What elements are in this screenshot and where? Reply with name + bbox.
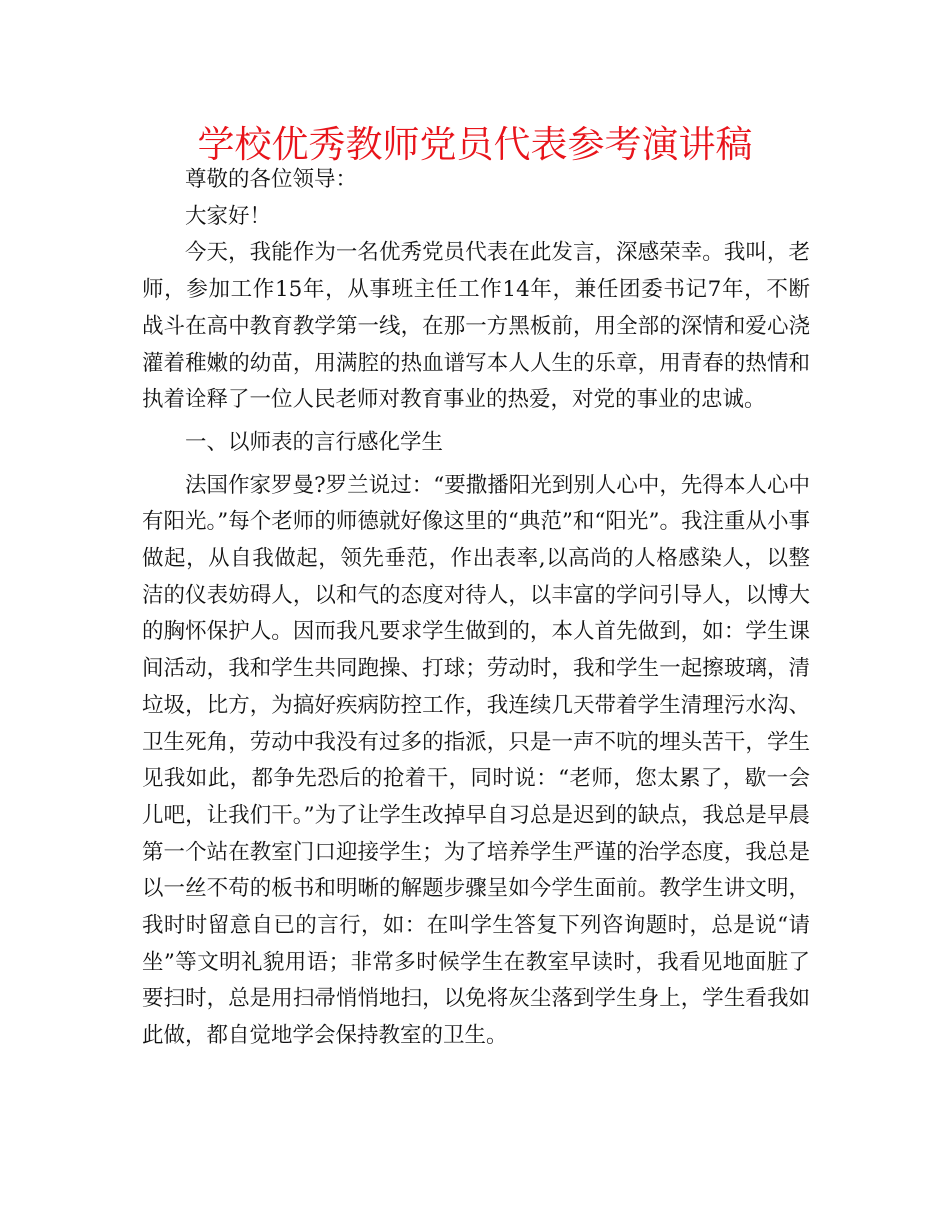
document-title: 学校优秀教师党员代表参考演讲稿: [197, 123, 753, 166]
section-heading-1: 一、以师表的言行感化学生: [185, 429, 444, 455]
salutation-paragraph: 尊敬的各位领导：: [185, 167, 358, 192]
intro-paragraph: 今天，我能作为一名优秀党员代表在此发言，深感荣幸。我叫，老师，参加工作15年，从事班主任工作14年，兼任团委书记7年，不断战斗在高中教育教学第一线，在那一方黑板前，用全部的深情和爱心浇灌着稚嫩的幼苗，用满腔的热血谱写本人人生的乐章，用青春的热情和执着诠释了一位人民老师对教育事业的热爱，对党的事业的忠诚。: [142, 240, 810, 413]
section-1-paragraph: 法国作家罗曼?罗兰说过：“要撒播阳光到别人心中，先得本人心中有阳光。”每个老师的师德就好像这里的“典范”和“阳光”。我注重从小事做起，从自我做起，领先垂范，作出表率,以高尚的人格感染人，以整洁的仪表妨碍人，以和气的态度对待人，以丰富的学问引导人，以博大的胸怀保护人。因而我凡要求学生做到的，本人首先做到，如：学生课间活动，我和学生共同跑操、打球；劳动时，我和学生一起擦玻璃，清垃圾，比方，为搞好疾病防控工作，我连续几天带着学生清理污水沟、卫生死角，劳动中我没有过多的指派，只是一声不吭的埋头苦干，学生见我如此，都争先恐后的抢着干，同时说：“老师，您太累了，歇一会儿吧，让我们干。”为了让学生改掉早自习总是迟到的缺点，我总是早晨第一个站在教室门口迎接学生；为了培养学生严谨的治学态度，我总是以一丝不苟的板书和明晰的解题步骤呈如今学生面前。教学生讲文明，我时时留意自已的言行，如：在叫学生答复下列咨询题时，总是说“请坐”等文明礼貌用语；非常多时候学生在教室早读时，我看见地面脏了要扫时，总是用扫帚悄悄地扫，以免将灰尘落到学生身上，学生看我如此做，都自觉地学会保持教室的卫生。: [142, 472, 810, 1049]
greeting-paragraph: 大家好！: [185, 203, 272, 229]
document-body: [142, 162, 810, 1055]
